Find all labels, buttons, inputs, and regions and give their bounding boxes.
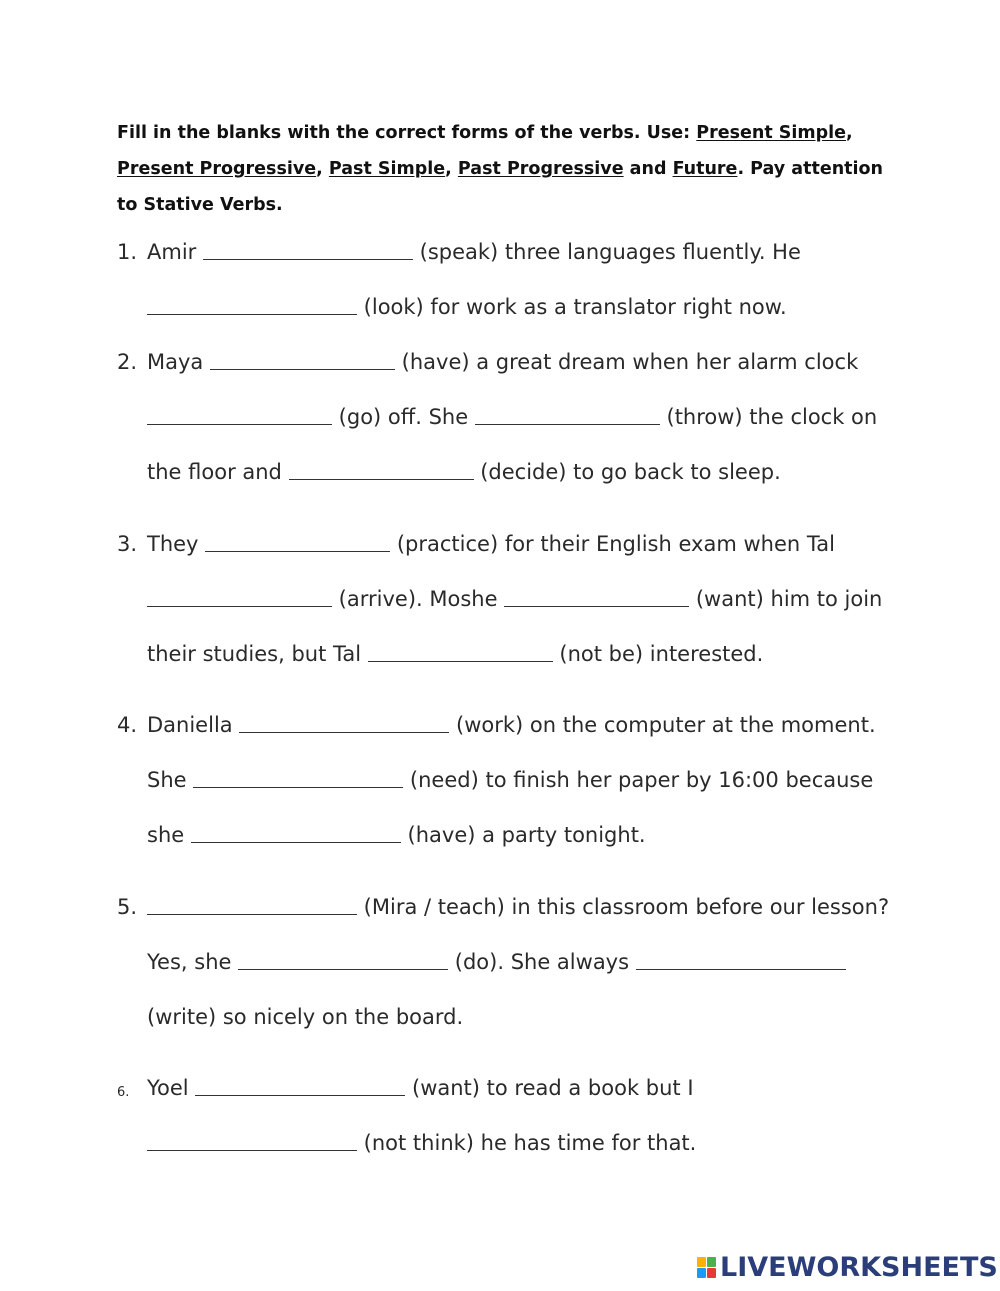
answer-blank[interactable] [210, 368, 395, 370]
question-number: 3. [117, 532, 138, 556]
question-4-line-1: Daniella (work) on the computer at the moment. [147, 713, 876, 737]
answer-blank[interactable] [147, 313, 357, 315]
question-1-line-1: Amir (speak) three languages fluently. He [147, 240, 801, 264]
question-2-line-2: (go) off. She (throw) the clock on [147, 405, 877, 429]
question-3-line-3: their studies, but Tal (not be) interested. [147, 642, 764, 666]
logo-square [697, 1268, 706, 1278]
answer-blank[interactable] [147, 423, 332, 425]
tense-present-simple: Present Simple [696, 123, 847, 143]
logo-text: LIVEWORKSHEETS [720, 1252, 998, 1283]
question-3-line-2: (arrive). Moshe (want) him to join [147, 587, 882, 611]
logo-square [707, 1268, 716, 1278]
question-6-line-1: Yoel (want) to read a book but I [147, 1076, 694, 1100]
question-2-line-1: Maya (have) a great dream when her alarm clock [147, 350, 859, 374]
answer-blank[interactable] [239, 731, 449, 733]
answer-blank[interactable] [193, 786, 403, 788]
liveworksheets-logo[interactable] [697, 1252, 998, 1283]
answer-blank[interactable] [636, 968, 846, 970]
question-number: 5. [117, 895, 138, 919]
answer-blank[interactable] [147, 1149, 357, 1151]
question-3-line-1: They (practice) for their English exam when Tal [147, 532, 835, 556]
question-number: 6. [117, 1085, 130, 1100]
logo-icon [697, 1257, 716, 1278]
logo-square [707, 1257, 716, 1267]
question-2-line-3: the floor and (decide) to go back to sleep. [147, 460, 781, 484]
answer-blank[interactable] [504, 605, 689, 607]
answer-blank[interactable] [368, 660, 553, 662]
answer-blank[interactable] [147, 913, 357, 915]
answer-blank[interactable] [195, 1094, 405, 1096]
question-number: 2. [117, 350, 138, 374]
tense-future: Future [672, 159, 738, 179]
tense-present-progressive: Present Progressive [117, 159, 317, 179]
question-number: 1. [117, 240, 138, 264]
tense-past-progressive: Past Progressive [457, 159, 624, 179]
question-4-line-3: she (have) a party tonight. [147, 823, 646, 847]
logo-square [697, 1257, 706, 1267]
answer-blank[interactable] [191, 841, 401, 843]
answer-blank[interactable] [205, 550, 390, 552]
answer-blank[interactable] [203, 258, 413, 260]
question-4-line-2: She (need) to finish her paper by 16:00 because [147, 768, 874, 792]
tense-past-simple: Past Simple [328, 159, 446, 179]
instructions: Fill in the blanks with the correct forms of the verbs. Use: Present Simple, Present Progressive, Past Simple, Past Progressive and Future. Pay attention to Stative Verbs. [117, 123, 884, 215]
question-6-line-2: (not think) he has time for that. [147, 1131, 696, 1155]
question-1-line-2: (look) for work as a translator right now. [147, 295, 787, 319]
answer-blank[interactable] [475, 423, 660, 425]
answer-blank[interactable] [289, 478, 474, 480]
answer-blank[interactable] [238, 968, 448, 970]
question-5-line-2: Yes, she (do). She always [147, 950, 846, 974]
question-5-line-3: (write) so nicely on the board. [147, 1005, 464, 1029]
question-number: 4. [117, 713, 138, 737]
answer-blank[interactable] [147, 605, 332, 607]
question-5-line-1: (Mira / teach) in this classroom before our lesson? [147, 895, 889, 919]
